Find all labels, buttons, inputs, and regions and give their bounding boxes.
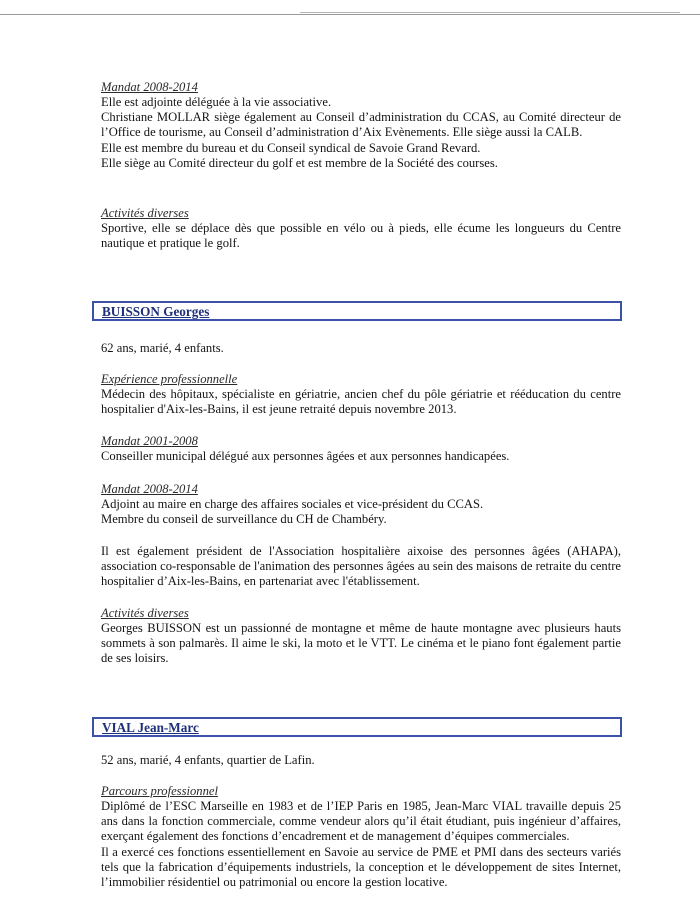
activites-heading: Activités diverses — [101, 606, 189, 620]
parcours-text: Diplômé de l’ESC Marseille en 1983 et de l’IEP Paris en 1985, Jean-Marc VIAL travaille depuis 25 ans dans la fonction commerciale, comme vendeur alors qu’il était étudiant, puis ingénieur d’affaires, exerçant également des fonctions d’encadrement et de management d’équipes commerciales. — [101, 799, 621, 844]
mandat-line: Christiane MOLLAR siège également au Conseil d’administration du CCAS, au Comité directeur de l’Office de tourisme, au Conseil d’administration d’Aix Evènements. Elle siège aussi la CALB. — [101, 110, 621, 140]
mandat-heading: Mandat 2008-2014 — [101, 482, 198, 496]
intro-text: 62 ans, marié, 4 enfants. — [101, 341, 224, 355]
activites-text: Sportive, elle se déplace dès que possible en vélo ou à pieds, elle écume les longueurs du Centre nautique et pratique le golf. — [101, 221, 621, 251]
activites-text: Georges BUISSON est un passionné de montagne et même de haute montagne avec plusieurs hauts sommets à son palmarès. Il aime le ski, la moto et le VTT. Le cinéma et le piano font également partie de ses loisirs. — [101, 621, 621, 666]
vial-intro — [101, 753, 621, 768]
scan-top-edge-secondary — [300, 12, 680, 13]
mandat-line: Membre du conseil de surveillance du CH de Chambéry. — [101, 512, 387, 527]
vial-parcours — [101, 784, 621, 890]
parcours-heading: Parcours professionnel — [101, 784, 218, 798]
mandat-line: Elle est adjointe déléguée à la vie associative. — [101, 95, 332, 109]
mandat-heading: Mandat 2001-2008 — [101, 434, 198, 448]
person-name: VIAL Jean-Marc — [102, 720, 199, 735]
intro-text: 52 ans, marié, 4 enfants, quartier de Lafin. — [101, 753, 315, 767]
buisson-activites — [101, 606, 621, 667]
section-mollar-mandat — [101, 80, 621, 171]
mandat-text: Conseiller municipal délégué aux personnes âgées et aux personnes handicapées. — [101, 449, 510, 463]
buisson-mandat-2001 — [101, 434, 621, 464]
activites-heading: Activités diverses — [101, 206, 189, 220]
section-mollar-activites — [101, 206, 621, 251]
experience-text: Médecin des hôpitaux, spécialiste en gériatrie, ancien chef du pôle gériatrie et rééducation du centre hospitalier d'Aix-les-Bains, il est jeune retraité depuis novembre 2013. — [101, 387, 621, 417]
association-text: Il est également président de l'Association hospitalière aixoise des personnes âgées (AHAPA), association co-responsable de l'animation des personnes âgées au sein des maisons de retraite du centre hospitalier d’Aix-les-Bains, en partenariat avec l'établissement. — [101, 544, 621, 589]
experience-heading: Expérience professionnelle — [101, 372, 238, 386]
mandat-heading: Mandat 2008-2014 — [101, 80, 198, 94]
mandat-line: Elle est membre du bureau et du Conseil syndical de Savoie Grand Revard. — [101, 140, 481, 155]
buisson-mandat-2008 — [101, 482, 621, 527]
scan-top-edge — [0, 14, 700, 15]
buisson-association — [101, 544, 621, 590]
buisson-experience — [101, 372, 621, 417]
name-box-buisson — [92, 301, 622, 321]
mandat-line: Elle siège au Comité directeur du golf et est membre de la Société des courses. — [101, 155, 498, 170]
buisson-intro — [101, 341, 621, 356]
person-name: BUISSON Georges — [102, 304, 210, 319]
mandat-line: Adjoint au maire en charge des affaires sociales et vice-président du CCAS. — [101, 497, 484, 511]
name-box-vial — [92, 717, 622, 737]
parcours-text: Il a exercé ces fonctions essentiellement en Savoie au service de PME et PMI dans des secteurs variés tels que la fabrication d’équipements industriels, la conception et le développement de sites Internet, l’immobilier résidentiel ou patrimonial ou encore la gestion locative. — [101, 844, 621, 890]
